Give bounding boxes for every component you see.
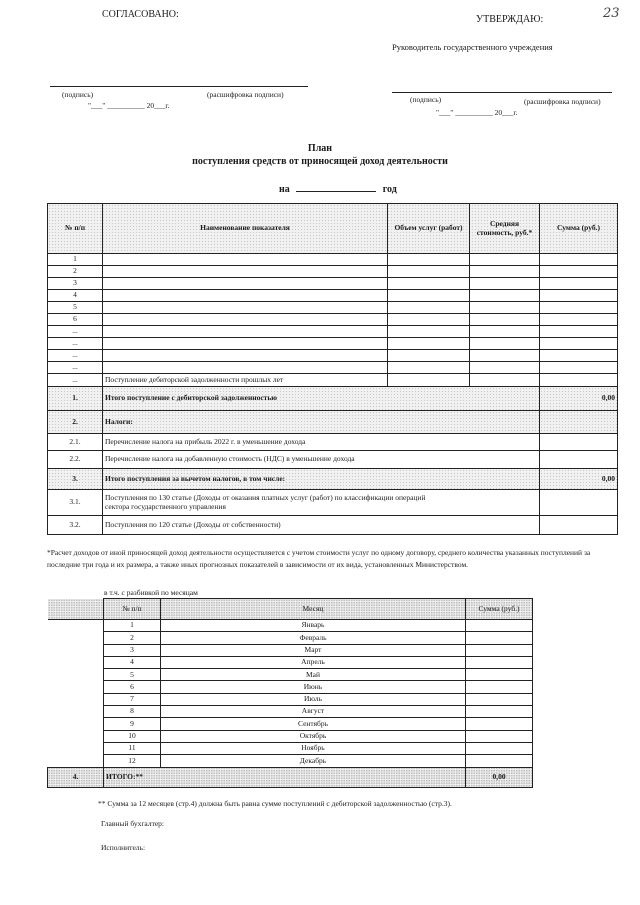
total-num: 4. (48, 767, 104, 787)
month-num: 12 (104, 755, 161, 767)
row-num: 3.1. (48, 490, 103, 516)
row-num: 3.2. (48, 516, 103, 535)
header-num: № п/п (48, 204, 103, 254)
row-num: 2. (48, 411, 103, 434)
row-sum: 0,00 (540, 387, 618, 411)
receivables-row (48, 374, 618, 387)
total-sum: 0,00 (466, 767, 533, 787)
table-row (48, 338, 618, 350)
right-date: "___" __________ 20___г. (436, 108, 518, 117)
approve-label: УТВЕРЖДАЮ: (476, 14, 544, 25)
month-num: 10 (104, 730, 161, 742)
row-num: 5 (48, 302, 103, 314)
month-num: 9 (104, 718, 161, 730)
row-num: ... (48, 338, 103, 350)
monthly-header-sum: Сумма (руб.) (466, 599, 533, 620)
table-row (48, 326, 618, 338)
article-130-row (48, 490, 618, 516)
header-name: Наименование показателя (103, 204, 388, 254)
month-row (48, 632, 533, 644)
left-date: "___" __________ 20___г. (88, 101, 170, 110)
head-title: Руководитель государственного учреждения (392, 42, 553, 52)
month-name: Август (161, 706, 466, 718)
doc-subtitle: поступления средств от приносящей доход деятельности (192, 156, 448, 167)
month-name: Апрель (161, 656, 466, 668)
month-row (48, 681, 533, 693)
total-label: ИТОГО:** (104, 767, 466, 787)
month-num: 3 (104, 644, 161, 656)
executor-label: Исполнитель: (101, 843, 146, 852)
year-suffix: год (382, 184, 397, 195)
row-num: 3. (48, 469, 103, 490)
month-num: 5 (104, 669, 161, 681)
row-label: Поступления по 130 статье (Доходы от оказания платных услуг (работ) по классификации операций сектора государственного управления (103, 490, 540, 516)
row-num: 1 (48, 254, 103, 266)
month-num: 11 (104, 742, 161, 754)
right-signature-line (392, 92, 612, 93)
row-label: Поступления по 120 статье (Доходы от собственности) (103, 516, 540, 535)
month-name: Февраль (161, 632, 466, 644)
month-row (48, 706, 533, 718)
month-row (48, 620, 533, 632)
month-name: Январь (161, 620, 466, 632)
month-row (48, 693, 533, 705)
month-row (48, 755, 533, 767)
month-row (48, 730, 533, 742)
table-row (48, 278, 618, 290)
header-sum: Сумма (руб.) (540, 204, 618, 254)
net-total-row (48, 469, 618, 490)
month-row (48, 669, 533, 681)
row-num: 4 (48, 290, 103, 302)
footnote-1: *Расчет доходов от иной приносящей доход деятельности осуществляется с учетом стоимости услуг по одному договору, среднего количества указанных поступлений за последние три года и их размера, а также иных прогнозных показателей в зависимости от их вида, установленных Министерством. (47, 548, 591, 569)
header-avg-cost: Средняя стоимость, руб.* (470, 204, 540, 254)
page-mark: 23 (603, 6, 620, 21)
left-signature-line (50, 86, 308, 87)
left-decoding-caption: (расшифровка подписи) (207, 90, 284, 99)
month-num: 4 (104, 656, 161, 668)
row-label: Поступление дебиторской задолженности прошлых лет (103, 374, 388, 387)
row-label: Перечисление налога на прибыль 2022 г. в уменьшение дохода (103, 434, 540, 451)
month-row (48, 742, 533, 754)
month-name: Декабрь (161, 755, 466, 767)
month-num: 8 (104, 706, 161, 718)
row-label: Налоги: (103, 411, 540, 434)
month-num: 6 (104, 681, 161, 693)
footnote-2: ** Сумма за 12 месяцев (стр.4) должна быть равна сумме поступлений с дебиторской задолженностью (стр.3). (98, 799, 452, 808)
monthly-caption: в т.ч. с разбивкой по месяцам (104, 588, 198, 597)
month-row (48, 644, 533, 656)
row-num: 1. (48, 387, 103, 411)
table-row (48, 290, 618, 302)
plan-header-row (48, 204, 618, 254)
year-blank (296, 183, 376, 192)
month-name: Июнь (161, 681, 466, 693)
row-num: 2.2. (48, 451, 103, 469)
monthly-header-month: Месяц (161, 599, 466, 620)
monthly-total-row (48, 767, 533, 787)
month-name: Июль (161, 693, 466, 705)
right-signature-caption: (подпись) (410, 95, 442, 104)
row-num: 3 (48, 278, 103, 290)
month-num: 7 (104, 693, 161, 705)
row-num: 6 (48, 314, 103, 326)
month-num: 1 (104, 620, 161, 632)
month-row (48, 656, 533, 668)
row-sum: 0,00 (540, 469, 618, 490)
month-row (48, 718, 533, 730)
table-row (48, 362, 618, 374)
month-name: Октябрь (161, 730, 466, 742)
row-num: ... (48, 326, 103, 338)
monthly-header-num: № п/п (104, 599, 161, 620)
month-name: Март (161, 644, 466, 656)
row-num: ... (48, 350, 103, 362)
table-row (48, 254, 618, 266)
row-num: 2 (48, 266, 103, 278)
chief-accountant-label: Главный бухгалтер: (101, 819, 165, 828)
month-name: Сентябрь (161, 718, 466, 730)
table-row (48, 314, 618, 326)
table-row (48, 266, 618, 278)
agreed-label: СОГЛАСОВАНО: (102, 9, 179, 20)
left-signature-caption: (подпись) (62, 90, 94, 99)
month-num: 2 (104, 632, 161, 644)
table-row (48, 302, 618, 314)
header-volume: Объем услуг (работ) (388, 204, 470, 254)
monthly-header-row (48, 599, 533, 620)
plan-table (47, 203, 618, 535)
article-120-row (48, 516, 618, 535)
row-label: Итого поступления за вычетом налогов, в том числе: (103, 469, 540, 490)
row-label: Итого поступление с дебиторской задолженностью (103, 387, 540, 411)
row-num: ... (48, 374, 103, 387)
doc-title: План (307, 143, 333, 154)
row-label: Перечисление налога на добавленную стоимость (НДС) в уменьшение дохода (103, 451, 540, 469)
right-decoding-caption: (расшифровка подписи) (524, 97, 601, 106)
year-prefix: на (279, 184, 290, 195)
row-num: ... (48, 362, 103, 374)
month-name: Ноябрь (161, 742, 466, 754)
vat-row (48, 451, 618, 469)
year-line (279, 183, 397, 195)
total-with-receivables-row (48, 387, 618, 411)
month-name: Май (161, 669, 466, 681)
row-num: 2.1. (48, 434, 103, 451)
monthly-table (47, 598, 533, 788)
table-row (48, 350, 618, 362)
profit-tax-row (48, 434, 618, 451)
taxes-row (48, 411, 618, 434)
